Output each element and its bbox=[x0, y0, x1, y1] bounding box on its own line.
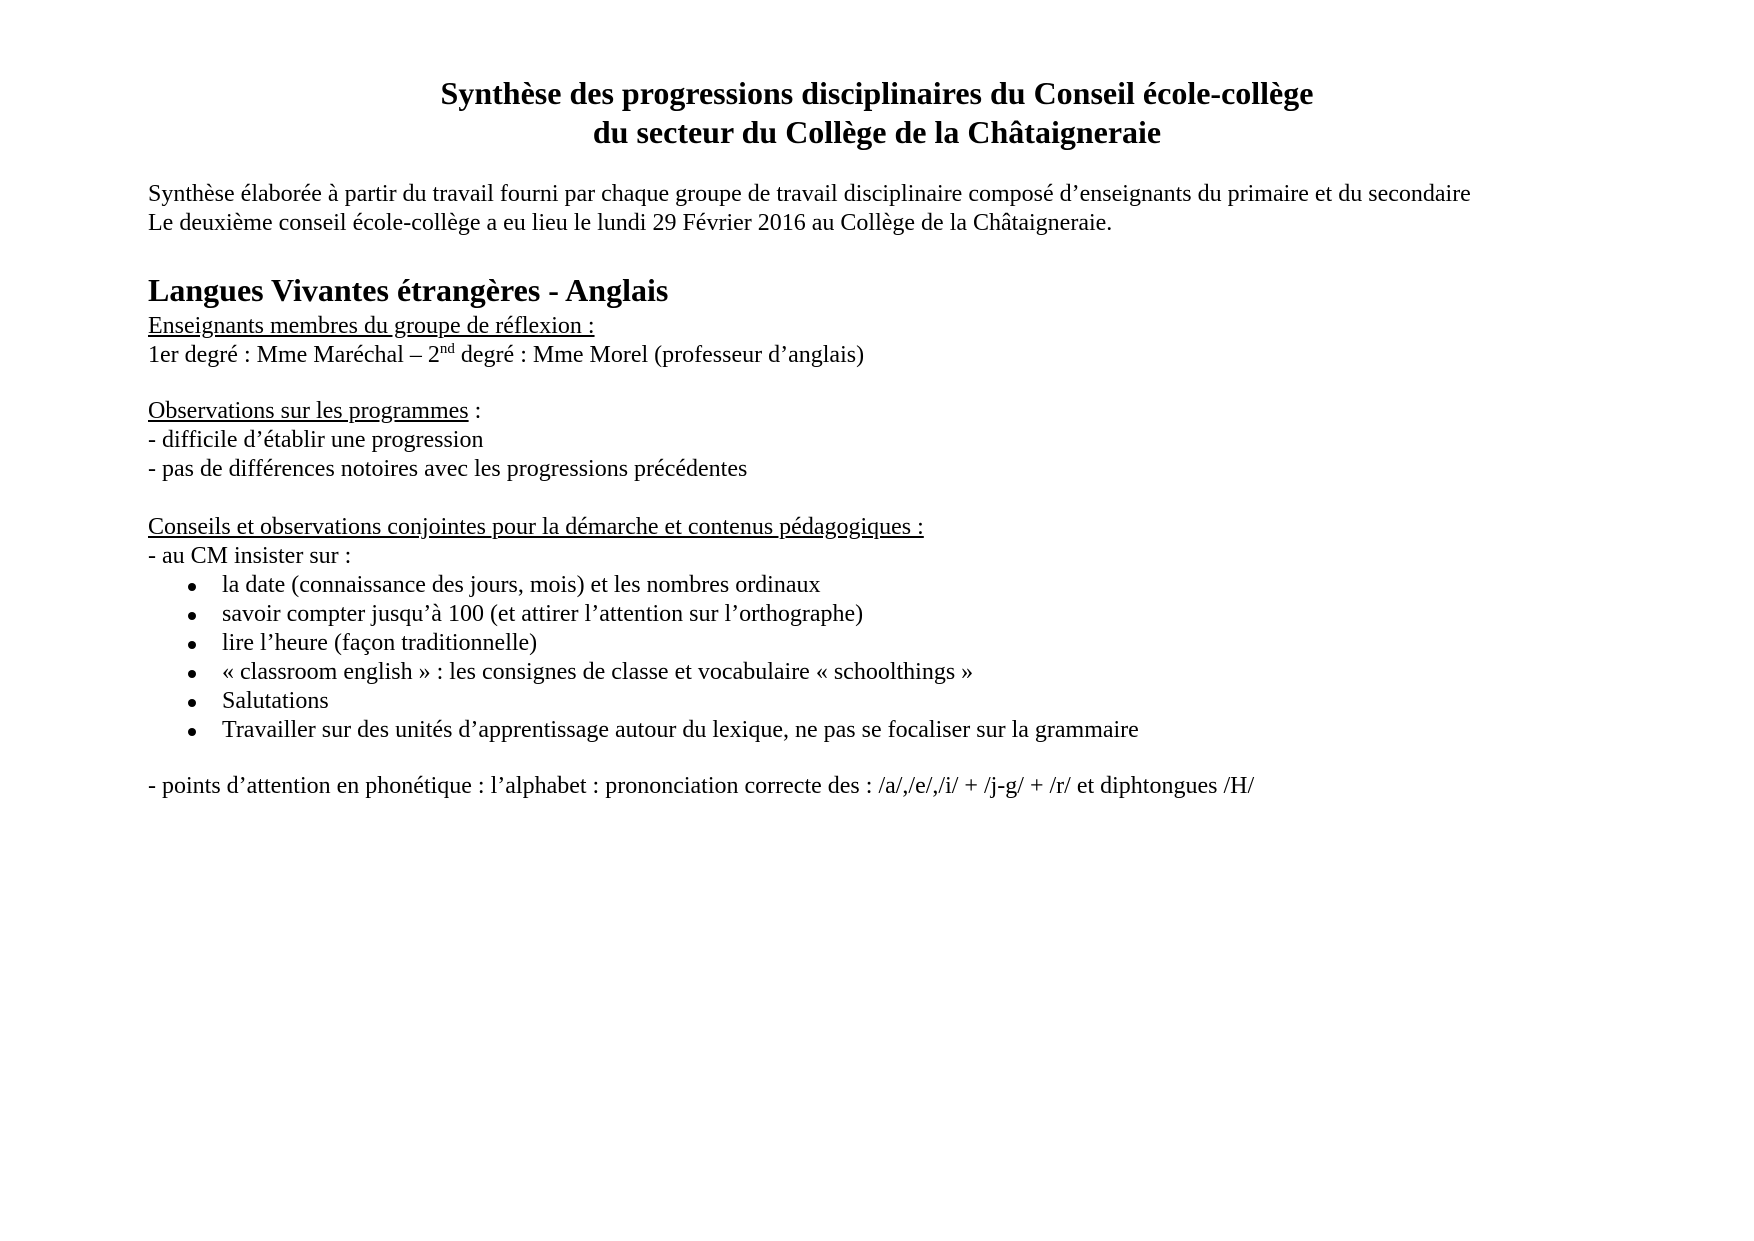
observations-block bbox=[148, 397, 1648, 484]
conseils-bullet-list bbox=[148, 571, 1648, 745]
list-item-text: la date (connaissance des jours, mois) et les nombres ordinaux bbox=[222, 572, 821, 598]
conseils-block bbox=[148, 513, 1648, 745]
members-line-part2: degré : Mme Morel (professeur d’anglais) bbox=[454, 342, 865, 368]
section-heading: Langues Vivantes étrangères - Anglais bbox=[148, 272, 669, 308]
title-line-1: Synthèse des progressions disciplinaires du Conseil école-collège bbox=[440, 75, 1314, 111]
members-block bbox=[148, 312, 1648, 370]
bullet-icon bbox=[188, 583, 196, 591]
list-item bbox=[148, 571, 1648, 600]
bullet-icon bbox=[188, 612, 196, 620]
members-line-sup: nd bbox=[439, 341, 455, 357]
intro-paragraph bbox=[148, 180, 1648, 238]
bullet-icon bbox=[188, 699, 196, 707]
list-item-text: savoir compter jusqu’à 100 (et attirer l’attention sur l’orthographe) bbox=[222, 601, 864, 627]
list-item-text: « classroom english » : les consignes de classe et vocabulaire « schoolthings » bbox=[222, 659, 974, 685]
phonetics-block bbox=[148, 772, 1648, 801]
observations-label: Observations sur les programmes bbox=[148, 398, 469, 424]
conseils-label: Conseils et observations conjointes pour la démarche et contenus pédagogiques : bbox=[148, 514, 924, 540]
intro-line-2: Le deuxième conseil école-collège a eu lieu le lundi 29 Février 2016 au Collège de la Châtaigneraie. bbox=[148, 210, 1113, 236]
members-line bbox=[148, 341, 1648, 370]
list-item-text: lire l’heure (façon traditionnelle) bbox=[222, 630, 538, 656]
bullet-icon bbox=[188, 641, 196, 649]
list-item bbox=[148, 716, 1648, 745]
conseils-intro: - au CM insister sur : bbox=[148, 543, 352, 569]
list-item-text: Salutations bbox=[222, 688, 329, 714]
members-line-part1: 1er degré : Mme Maréchal – 2 bbox=[148, 342, 440, 368]
phonetics-line: - points d’attention en phonétique : l’alphabet : prononciation correcte des : /a/,/e/,/i/ + /j-g/ + /r/ et diphtongues /H/ bbox=[148, 773, 1255, 799]
bullet-icon bbox=[188, 728, 196, 736]
bullet-icon bbox=[188, 670, 196, 678]
document-title bbox=[0, 74, 1754, 152]
observations-heading bbox=[148, 397, 1648, 426]
list-item bbox=[148, 658, 1648, 687]
list-item-text: Travailler sur des unités d’apprentissage autour du lexique, ne pas se focaliser sur la grammaire bbox=[222, 717, 1139, 743]
observation-item: - difficile d’établir une progression bbox=[148, 427, 484, 453]
title-line-2: du secteur du Collège de la Châtaigneraie bbox=[592, 114, 1162, 150]
members-label: Enseignants membres du groupe de réflexion : bbox=[148, 313, 595, 339]
list-item bbox=[148, 629, 1648, 658]
list-item bbox=[148, 687, 1648, 716]
observation-item: - pas de différences notoires avec les progressions précédentes bbox=[148, 456, 748, 482]
intro-line-1: Synthèse élaborée à partir du travail fourni par chaque groupe de travail disciplinaire composé d’enseignants du primaire et du secondaire bbox=[148, 181, 1471, 207]
list-item bbox=[148, 600, 1648, 629]
observations-colon: : bbox=[468, 398, 482, 424]
